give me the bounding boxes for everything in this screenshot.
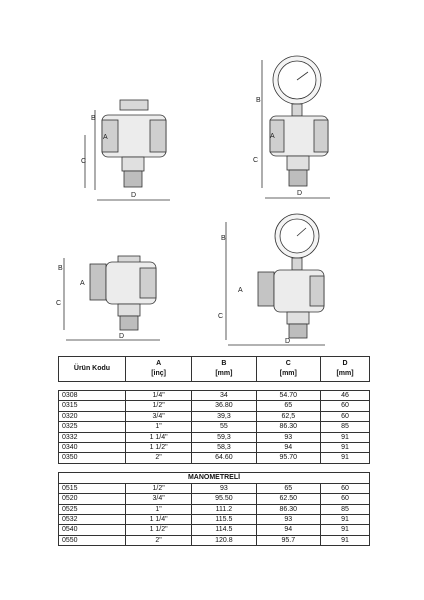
cell-a: 1 1/2" [126, 443, 192, 453]
header-c [256, 357, 320, 382]
cell-d: 85 [321, 422, 370, 432]
valve-drawing-3 [64, 256, 160, 340]
cell-b: 114.5 [192, 525, 256, 535]
cell-d: 60 [321, 483, 370, 493]
cell-b: 36.80 [192, 401, 256, 411]
dim-label-c2: C [253, 157, 259, 164]
table-row [59, 483, 370, 493]
cell-c: 86.30 [256, 504, 320, 514]
cell-b: 55 [192, 422, 256, 432]
product-table [58, 356, 370, 546]
cell-d: 60 [321, 411, 370, 421]
table-row [59, 515, 370, 525]
cell-a: 1" [126, 504, 192, 514]
spacer-cell [59, 382, 370, 391]
cell-a: 1" [126, 422, 192, 432]
cell-b: 58,3 [192, 443, 256, 453]
cell-a: 1 1/2" [126, 525, 192, 535]
cell-c: 95.7 [256, 535, 320, 545]
cell-a: 3/4" [126, 494, 192, 504]
dim-label-d3: D [119, 333, 125, 340]
section-title: MANOMETRELİ [59, 472, 370, 483]
cell-d: 60 [321, 401, 370, 411]
header-b [192, 357, 256, 382]
cell-a: 1/2" [126, 401, 192, 411]
cell-a: 1 1/4" [126, 515, 192, 525]
header-text: B [221, 360, 227, 367]
cell-c: 93 [256, 515, 320, 525]
header-product-code [59, 357, 126, 382]
cell-a: 3/4" [126, 411, 192, 421]
cell-d: 91 [321, 515, 370, 525]
table-header-row [59, 357, 370, 382]
table-row [59, 432, 370, 442]
cell-code: 0350 [59, 453, 126, 463]
spacer-cell [59, 463, 370, 472]
dim-label-a2: A [270, 133, 275, 140]
cell-c: 94 [256, 443, 320, 453]
table-row [59, 401, 370, 411]
cell-b: 120.8 [192, 535, 256, 545]
cell-code: 0525 [59, 504, 126, 514]
cell-d: 60 [321, 494, 370, 504]
cell-b: 95.50 [192, 494, 256, 504]
cell-a: 2" [126, 453, 192, 463]
cell-b: 111.2 [192, 504, 256, 514]
cell-c: 86.30 [256, 422, 320, 432]
dim-label-d2: D [297, 190, 303, 197]
spacer-row [59, 382, 370, 391]
header-text: A [156, 360, 162, 367]
cell-b: 59,3 [192, 432, 256, 442]
table-row [59, 391, 370, 401]
header-unit: [mm] [336, 370, 354, 377]
cell-c: 65 [256, 401, 320, 411]
cell-b: 93 [192, 483, 256, 493]
table-row [59, 525, 370, 535]
cell-c: 54.70 [256, 391, 320, 401]
cell-d: 85 [321, 504, 370, 514]
header-unit: [inç] [151, 370, 166, 377]
header-text: Ürün Kodu [73, 365, 111, 372]
dim-label-c4: C [218, 313, 224, 320]
header-d [321, 357, 370, 382]
cell-c: 62,5 [256, 411, 320, 421]
cell-code: 0315 [59, 401, 126, 411]
cell-c: 95.70 [256, 453, 320, 463]
table-row [59, 453, 370, 463]
valve-drawing-2 [262, 56, 330, 198]
cell-code: 0340 [59, 443, 126, 453]
cell-d: 91 [321, 453, 370, 463]
cell-code: 0540 [59, 525, 126, 535]
cell-c: 93 [256, 432, 320, 442]
cell-a: 1/4" [126, 391, 192, 401]
dim-label-a3: A [80, 280, 85, 287]
cell-b: 39,3 [192, 411, 256, 421]
spacer-row [59, 463, 370, 472]
cell-c: 62.50 [256, 494, 320, 504]
header-text: D [342, 360, 348, 367]
cell-code: 0320 [59, 411, 126, 421]
cell-b: 34 [192, 391, 256, 401]
table-row [59, 443, 370, 453]
header-unit: [mm] [215, 370, 233, 377]
dim-label-b2: B [256, 97, 261, 104]
cell-d: 91 [321, 525, 370, 535]
dim-label-d1: D [131, 192, 137, 199]
cell-code: 0520 [59, 494, 126, 504]
dim-label-c1: C [81, 158, 87, 165]
cell-code: 0332 [59, 432, 126, 442]
cell-d: 91 [321, 535, 370, 545]
header-a [126, 357, 192, 382]
dim-label-a1: A [103, 134, 108, 141]
cell-a: 1 1/4" [126, 432, 192, 442]
cell-c: 65 [256, 483, 320, 493]
cell-code: 0308 [59, 391, 126, 401]
table-row [59, 422, 370, 432]
dim-label-b3: B [58, 265, 63, 272]
cell-code: 0550 [59, 535, 126, 545]
section-header-row [59, 472, 370, 483]
cell-code: 0325 [59, 422, 126, 432]
cell-code: 0515 [59, 483, 126, 493]
table-row [59, 411, 370, 421]
dim-label-b4: B [221, 235, 226, 242]
cell-code: 0532 [59, 515, 126, 525]
cell-d: 46 [321, 391, 370, 401]
cell-a: 1/2" [126, 483, 192, 493]
cell-d: 91 [321, 432, 370, 442]
header-text: C [285, 360, 291, 367]
table-row [59, 535, 370, 545]
dim-label-c3: C [56, 300, 62, 307]
cell-a: 2" [126, 535, 192, 545]
dim-label-a4: A [238, 287, 243, 294]
dim-label-d4: D [285, 338, 291, 345]
table-row [59, 504, 370, 514]
cell-b: 115.5 [192, 515, 256, 525]
cell-d: 91 [321, 443, 370, 453]
cell-c: 94 [256, 525, 320, 535]
table-row [59, 494, 370, 504]
valve-drawing-4 [226, 214, 325, 345]
valve-drawing-1 [85, 100, 170, 200]
cell-b: 64.60 [192, 453, 256, 463]
dim-label-b1: B [91, 115, 96, 122]
header-unit: [mm] [279, 370, 297, 377]
